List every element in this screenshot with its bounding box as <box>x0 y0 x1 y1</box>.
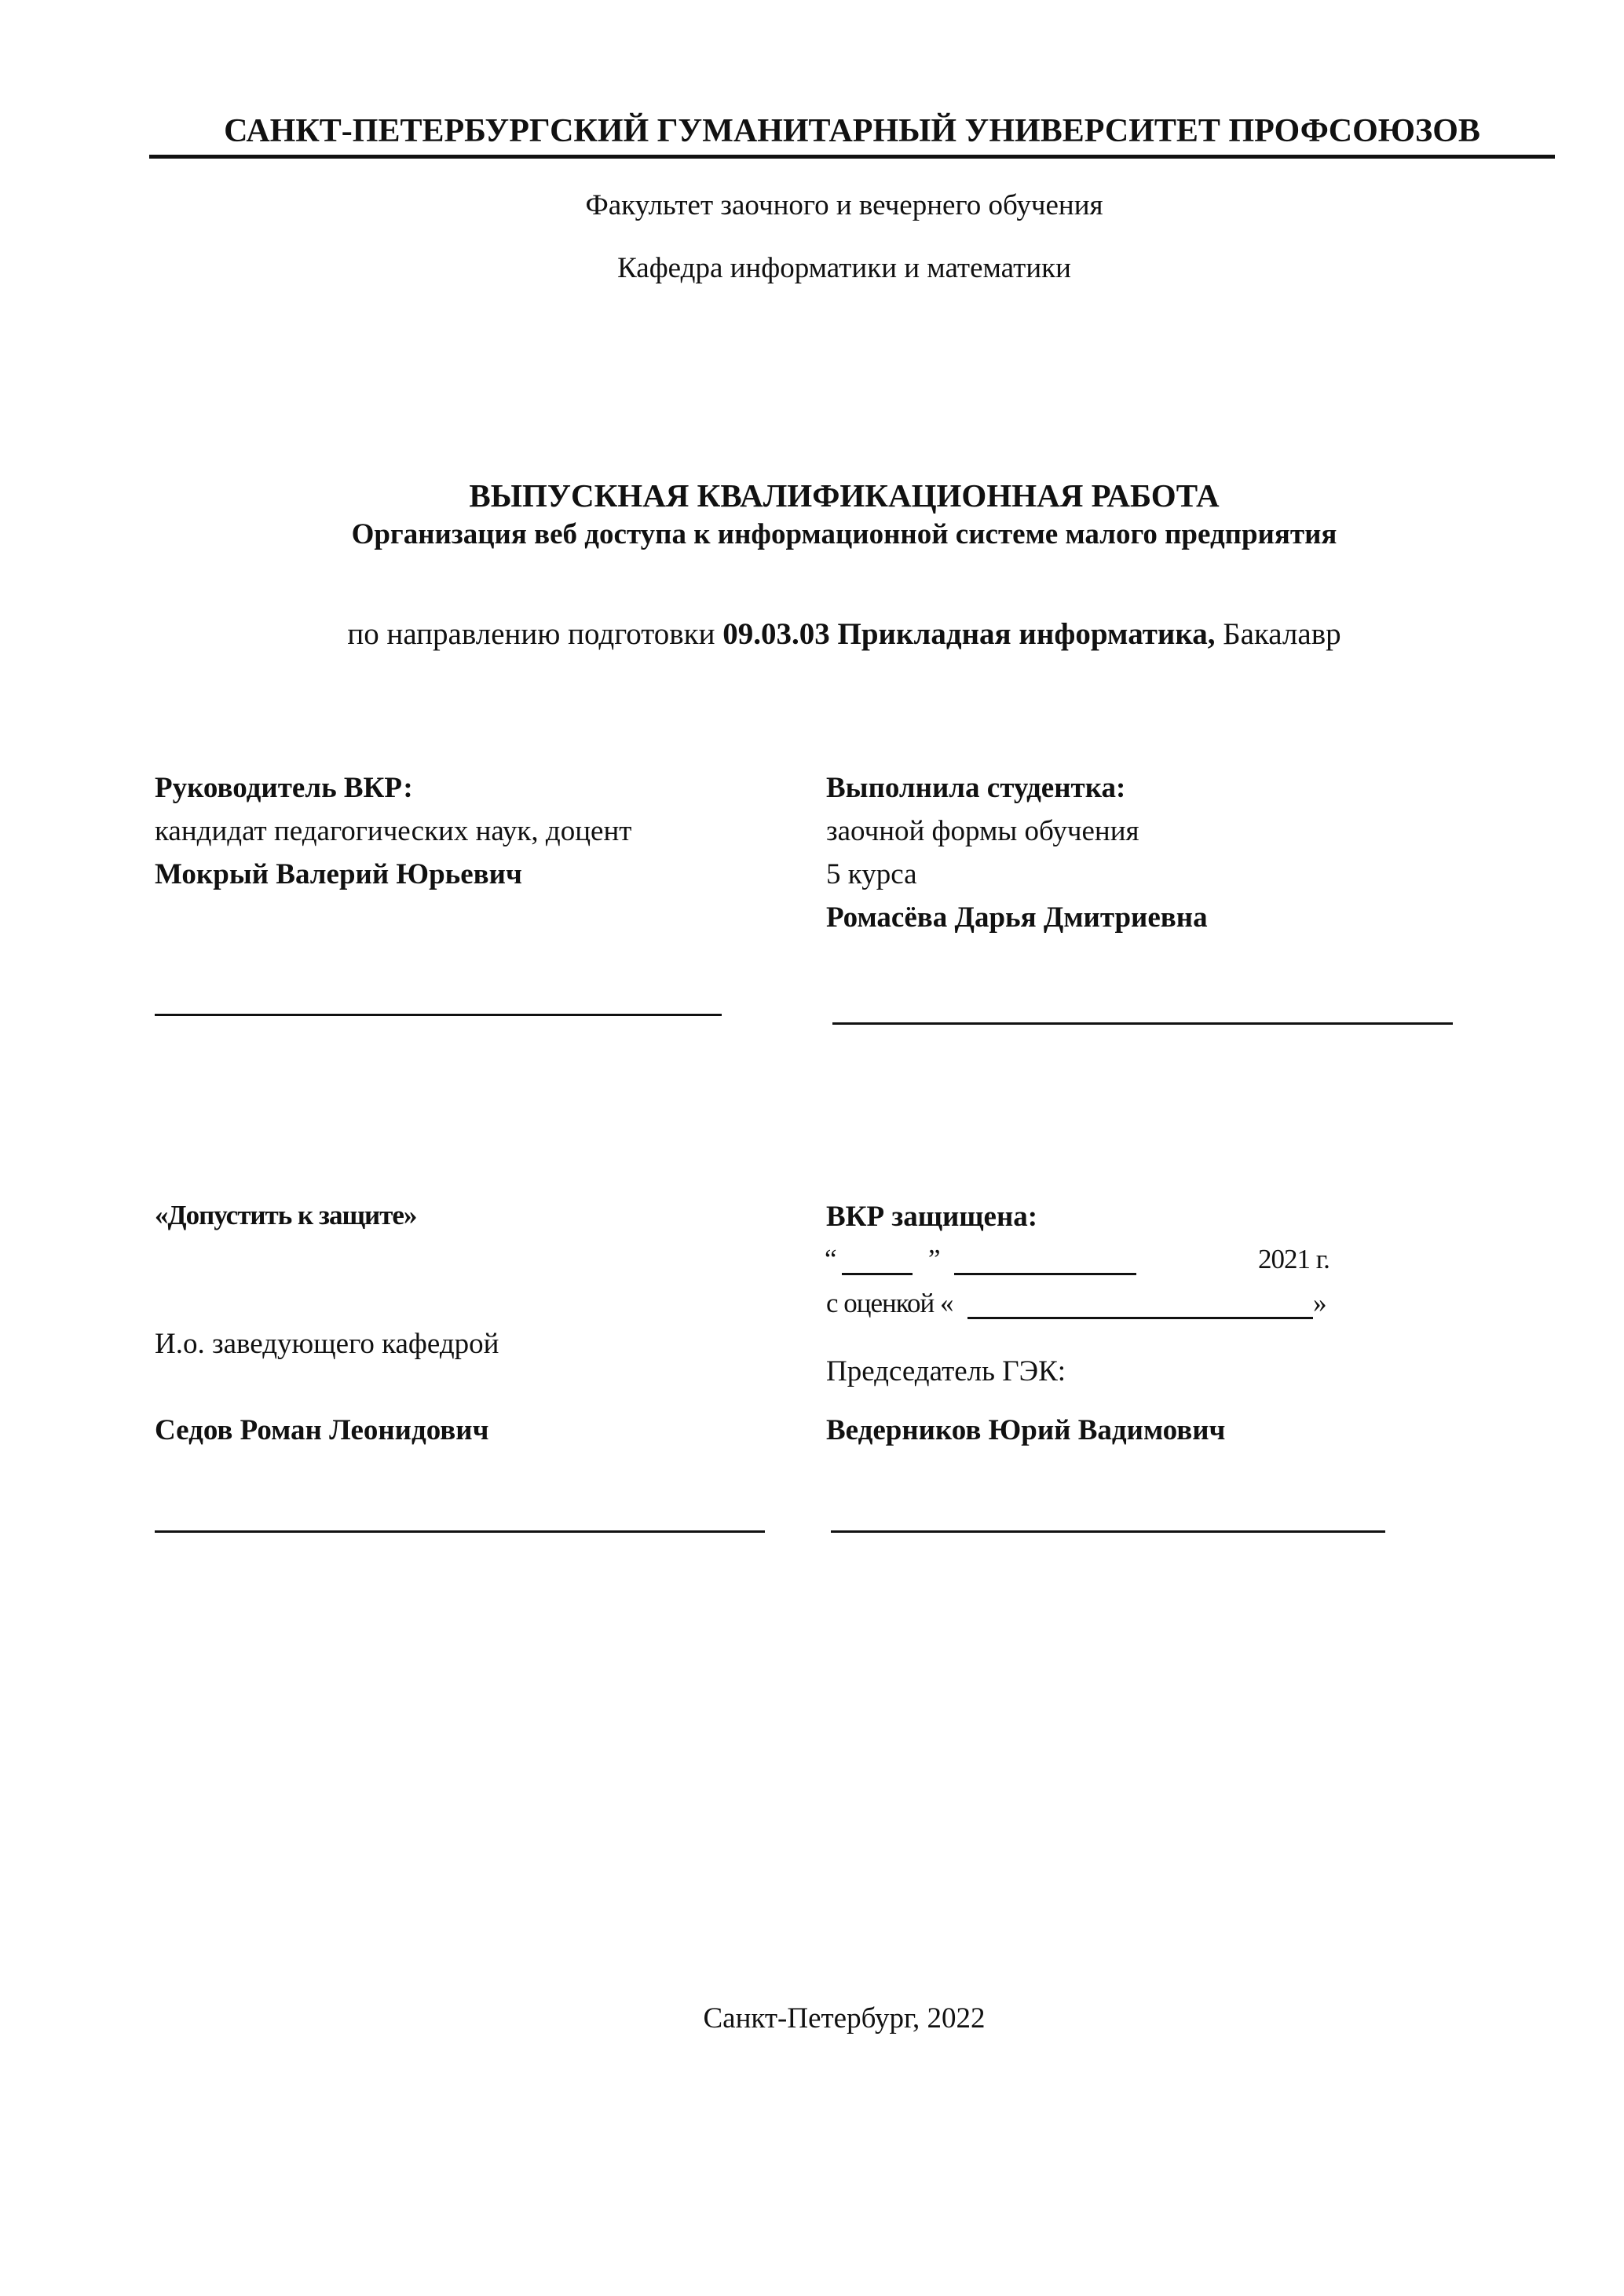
supervisor-signature-line <box>155 1014 722 1016</box>
student-name: Ромасёва Дарья Дмитриевна <box>826 901 1208 934</box>
date-day-line <box>842 1273 913 1275</box>
direction-code: 09.03.03 Прикладная информатика, <box>722 617 1216 651</box>
header-rule <box>149 155 1555 159</box>
grade-suffix: » <box>1313 1288 1326 1318</box>
date-close-quote: ” <box>928 1244 940 1274</box>
direction-degree: Бакалавр <box>1223 617 1341 651</box>
gek-chair-role: Председатель ГЭК: <box>826 1355 1066 1387</box>
supervisor-degree: кандидат педагогических наук, доцент <box>155 815 632 847</box>
defense-heading: ВКР защищена: <box>826 1201 1038 1233</box>
grade-line <box>967 1317 1313 1319</box>
date-month-line <box>954 1273 1136 1275</box>
city-year: Санкт-Петербург, 2022 <box>703 2002 986 2035</box>
student-heading: Выполнила студентка: <box>826 772 1126 804</box>
student-signature-line <box>832 1022 1453 1025</box>
gek-signature-line <box>831 1530 1385 1533</box>
head-of-department-role: И.о. заведующего кафедрой <box>155 1328 499 1360</box>
study-direction <box>0 616 1624 652</box>
work-type-title: ВЫПУСКНАЯ КВАЛИФИКАЦИОННАЯ РАБОТА <box>469 477 1220 514</box>
faculty-name: Факультет заочного и вечернего обучения <box>585 189 1103 221</box>
student-study-form: заочной формы обучения <box>826 815 1139 847</box>
grade-prefix: с оценкой « <box>826 1288 953 1318</box>
defense-year: 2021 г. <box>1258 1244 1330 1274</box>
head-of-department-name: Седов Роман Леонидович <box>155 1414 489 1446</box>
gek-chair-name: Ведерников Юрий Вадимович <box>826 1414 1226 1446</box>
supervisor-name: Мокрый Валерий Юрьевич <box>155 858 522 890</box>
university-name: САНКТ-ПЕТЕРБУРГСКИЙ ГУМАНИТАРНЫЙ УНИВЕРСИТЕТ ПРОФСОЮЗОВ <box>224 113 1480 149</box>
work-topic: Организация веб доступа к информационной системе малого предприятия <box>351 518 1337 550</box>
student-course: 5 курса <box>826 858 917 890</box>
date-open-quote: “ <box>825 1244 836 1274</box>
head-signature-line <box>155 1530 765 1533</box>
direction-prefix: по направлению подготовки <box>347 617 715 651</box>
department-name: Кафедра информатики и математики <box>617 252 1071 284</box>
admission-heading: «Допустить к защите» <box>155 1200 417 1230</box>
supervisor-heading: Руководитель ВКР: <box>155 772 413 804</box>
